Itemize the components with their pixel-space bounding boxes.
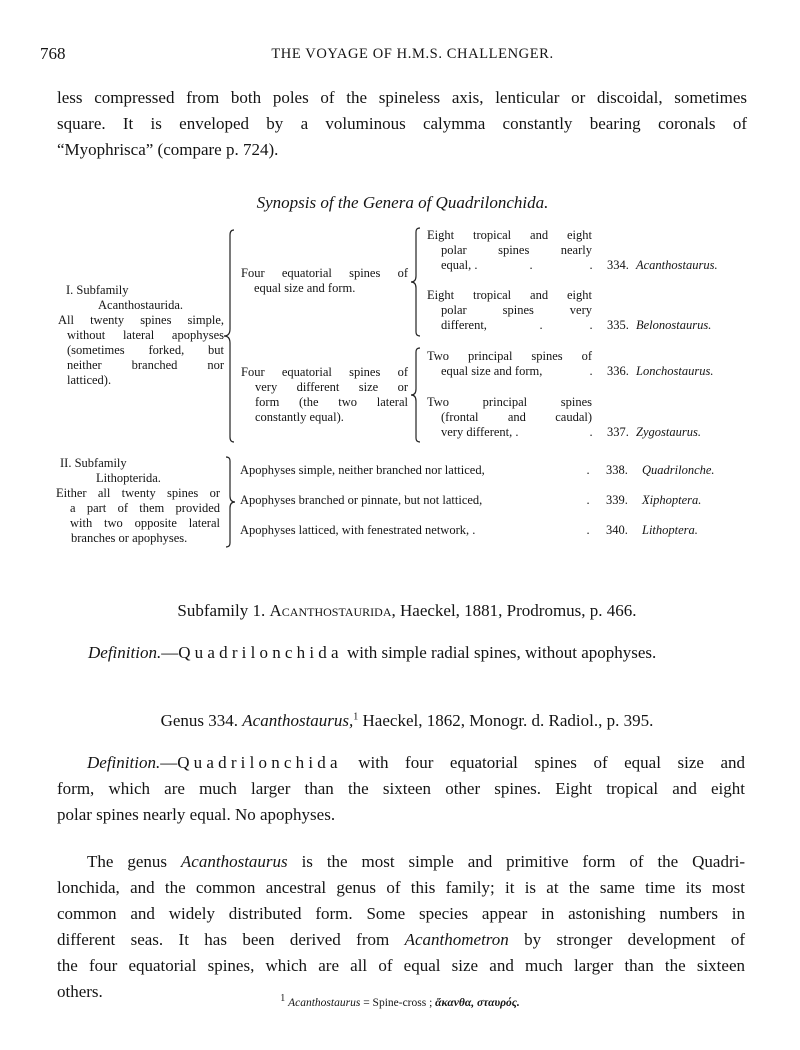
criterion-line: Four equatorial spines of <box>241 266 408 280</box>
subfamily-1-desc-line: latticed). <box>67 373 112 387</box>
subfamily-1-desc-line: (sometimes forked, but <box>67 343 224 357</box>
genus-desc-line: Apophyses simple, neither branched nor latticed, <box>240 463 485 477</box>
text-line: different seas. It has been derived from Acanthometron by stronger development of <box>57 930 745 949</box>
text-line: square. It is enveloped by a voluminous calymma constantly bearing coronals of <box>57 114 747 133</box>
genus-name: Xiphoptera. <box>642 493 702 507</box>
genus-desc-line: equal, . . . <box>441 258 593 272</box>
genus-337-description <box>427 395 592 440</box>
subfamily-2-desc-line: with two opposite lateral <box>70 516 220 530</box>
brace-subfamily-1 <box>222 229 236 443</box>
genus-definition <box>57 750 745 828</box>
subfamily-name: Acanthostaurida <box>269 601 392 620</box>
genus-335-description <box>427 288 592 333</box>
genus-336-entry <box>607 364 713 379</box>
genus-desc-line: polar spines nearly <box>441 243 592 257</box>
genus-334-description <box>427 228 592 273</box>
genus-desc-line: (frontal and caudal) <box>441 410 592 424</box>
footnote-greek: ἄκανθα, σταυρός. <box>435 996 520 1009</box>
subfamily-2-desc-line: Either all twenty spines or <box>56 486 220 500</box>
criterion-line: Four equatorial spines of <box>241 365 408 379</box>
criterion-line: constantly equal). <box>255 410 344 424</box>
genus-name: Belonostaurus. <box>636 318 712 332</box>
subfamily-2-desc-line: branches or apophyses. <box>71 531 188 545</box>
subfamily-2-desc-line: a part of them provided <box>70 501 220 515</box>
genus-desc-line: equal size and form, . <box>441 364 593 378</box>
subfamily-1-rank: I. Subfamily <box>66 283 129 297</box>
text-line: the four equatorial spines, which are all of equal size and much larger than the sixteen <box>57 956 745 975</box>
group-1-criterion <box>241 266 408 296</box>
subfamily-1-desc-line: without lateral apophyses <box>67 328 224 342</box>
genus-340-row: Apophyses latticed, with fenestrated network, . . 340. Lithoptera. <box>240 523 698 537</box>
genus-number: 340. <box>606 523 628 537</box>
genus-335-entry <box>607 318 711 333</box>
genus-desc-line: Two principal spines of <box>427 349 592 363</box>
footnote-marker: 1 <box>280 993 286 1004</box>
page-number: 768 <box>40 44 66 63</box>
footnote-term: Acanthostaurus <box>288 996 361 1009</box>
genus-name: Lithoptera. <box>642 523 698 537</box>
subfamily-heading: Subfamily 1. Acanthostaurida, Haeckel, 1881, Prodromus, p. 466. <box>177 601 637 620</box>
definition-label: Definition. <box>87 753 161 772</box>
text-line: polar spines nearly equal. No apophyses. <box>57 805 336 824</box>
text-line: lonchida, and the common ancestral genus of this family; it is at the same time its most <box>57 878 745 897</box>
subfamily-1-desc-line: All twenty spines simple, <box>58 313 224 327</box>
subfamily-1-desc-line: neither branched nor <box>67 358 224 372</box>
genus-desc-line: Two principal spines <box>427 395 592 409</box>
definition-label: Definition. <box>88 643 162 662</box>
text-line: common and widely distributed form. Some species appear in astonishing numbers in <box>57 904 745 923</box>
genus-name: Quadrilonche. <box>642 463 715 477</box>
genus-desc-line: polar spines very <box>441 303 592 317</box>
genus-number: 334. <box>607 258 629 272</box>
genus-name: Zygostaurus. <box>636 425 701 439</box>
brace-group-1 <box>410 227 422 337</box>
genus-heading: Genus 334. Acanthostaurus,$^1$ Haeckel, 1862, Monogr. d. Radiol., p. 395. <box>160 711 654 730</box>
definition-term: Quadrilonchida <box>178 643 343 662</box>
genus-number: 335. <box>607 318 629 332</box>
text-line: less compressed from both poles of the spineless axis, lenticular or discoidal, sometimes <box>57 88 747 107</box>
genus-338-row: Apophyses simple, neither branched nor latticed, . 338. Quadrilonche. <box>240 463 715 477</box>
genus-desc-line: Eight tropical and eight <box>427 288 592 302</box>
genus-desc-line: very different, . . <box>441 425 593 439</box>
synopsis-title: Synopsis of the Genera of Quadrilonchida. <box>256 193 549 212</box>
genus-339-row: Apophyses branched or pinnate, but not latticed, . 339. Xiphoptera. <box>240 493 702 507</box>
genus-number: 338. <box>606 463 628 477</box>
brace-group-2 <box>410 347 422 443</box>
subfamily-1-name: Acanthostaurida. <box>98 298 184 312</box>
criterion-line: very different size or <box>255 380 408 394</box>
text-line: Definition.—Quadrilonchida with four equatorial spines of equal size and <box>87 753 745 772</box>
genus-number: 339. <box>606 493 628 507</box>
footnote-ref: 1 <box>353 711 359 723</box>
genus-336-description <box>427 349 592 379</box>
footnote: $^1$ Acanthostaurus = Spine-cross ; ἄκανθα, σταυρός. <box>280 993 520 1009</box>
genus-number: 337. <box>607 425 629 439</box>
criterion-line: equal size and form. <box>254 281 356 295</box>
criterion-line: form (the two lateral <box>255 395 408 409</box>
subfamily-2-rank: II. Subfamily <box>60 456 127 470</box>
text-line: form, which are much larger than the sixteen other spines. Eight tropical and eight <box>57 779 745 798</box>
genus-desc-line: Eight tropical and eight <box>427 228 592 242</box>
genus-desc-line: Apophyses latticed, with fenestrated network, . <box>240 523 476 537</box>
definition-term: Quadrilonchida <box>177 753 342 772</box>
genus-heading-name: Acanthostaurus, <box>242 711 354 730</box>
genus-number: 336. <box>607 364 629 378</box>
brace-subfamily-2 <box>224 456 236 548</box>
text-line: “Myophrisca” (compare p. 724). <box>57 140 279 159</box>
genus-desc-line: different, . . <box>441 318 593 332</box>
genus-name: Acanthostaurus. <box>636 258 718 272</box>
subfamily-2-label <box>56 456 220 546</box>
subfamily-definition: Definition.—Quadrilonchida with simple radial spines, without apophyses. <box>88 643 657 662</box>
discussion-paragraph <box>57 849 745 1005</box>
text-line: others. <box>57 982 103 1001</box>
subfamily-2-name: Lithopterida. <box>96 471 161 485</box>
subfamily-1-label <box>58 283 224 388</box>
group-2-criterion <box>241 365 408 425</box>
running-title: THE VOYAGE OF H.M.S. CHALLENGER. <box>271 46 554 62</box>
genus-desc-line: Apophyses branched or pinnate, but not latticed, <box>240 493 483 507</box>
genus-name: Lonchostaurus. <box>636 364 714 378</box>
genus-334-entry <box>607 258 718 273</box>
text-line: The genus Acanthostaurus is the most simple and primitive form of the Quadri- <box>87 852 745 871</box>
genus-337-entry <box>607 425 701 440</box>
